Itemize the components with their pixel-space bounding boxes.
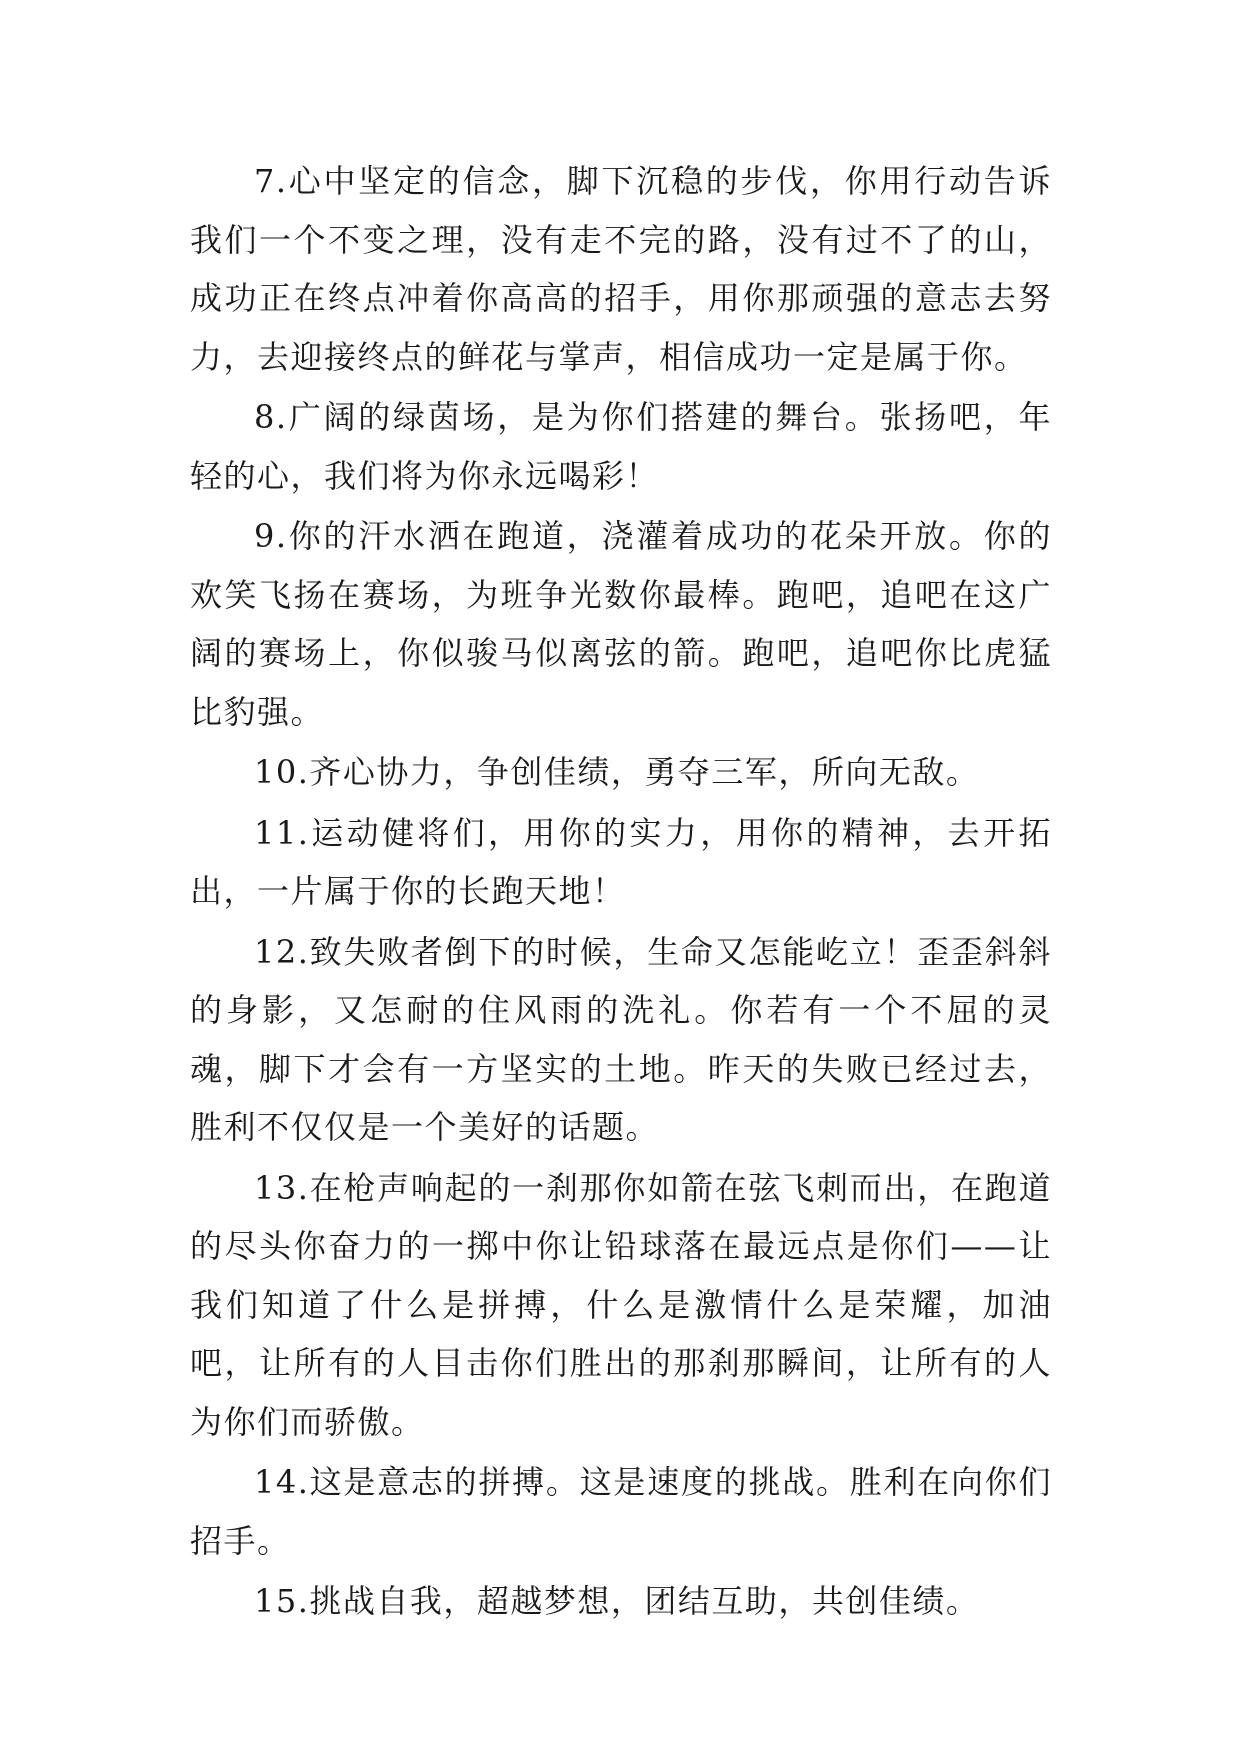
paragraph-10: 10.齐心协力，争创佳绩，勇夺三军，所向无敌。 (254, 753, 980, 791)
paragraph-15: 15.挑战自我，超越梦想，团结互助，共创佳绩。 (254, 1582, 980, 1620)
paragraph-13: 13.在枪声响起的一刹那你如箭在弦飞刺而出，在跑道的尽头你奋力的一掷中你让铅球落在最远点是你们——让我们知道了什么是拼搏，什么是激情什么是荣耀，加油吧，让所有的人目击你们胜出的那刹那瞬间，让所有的人为你们而骄傲。 (190, 1168, 1052, 1441)
paragraph-8: 8.广阔的绿茵场，是为你们搭建的舞台。张扬吧，年轻的心，我们将为你永远喝彩！ (190, 398, 1052, 495)
paragraph-9: 9.你的汗水洒在跑道，浇灌着成功的花朵开放。你的欢笑飞扬在赛场，为班争光数你最棒。跑吧，追吧在这广阔的赛场上，你似骏马似离弦的箭。跑吧，追吧你比虎猛比豹强。 (190, 517, 1052, 731)
paragraph-12: 12.致失败者倒下的时候，生命又怎能屹立！歪歪斜斜的身影，又怎耐的住风雨的洗礼。你若有一个不屈的灵魂，脚下才会有一方坚实的土地。昨天的失败已经过去，胜利不仅仅是一个美好的话题。 (190, 932, 1052, 1146)
document-body (190, 152, 1052, 1633)
paragraph-14: 14.这是意志的拼搏。这是速度的挑战。胜利在向你们招手。 (190, 1463, 1052, 1560)
paragraph-11: 11.运动健将们，用你的实力，用你的精神，去开拓出，一片属于你的长跑天地！ (190, 813, 1052, 910)
paragraph-7: 7.心中坚定的信念，脚下沉稳的步伐，你用行动告诉我们一个不变之理，没有走不完的路，没有过不了的山，成功正在终点冲着你高高的招手，用你那顽强的意志去努力，去迎接终点的鲜花与掌声，相信成功一定是属于你。 (190, 162, 1052, 376)
